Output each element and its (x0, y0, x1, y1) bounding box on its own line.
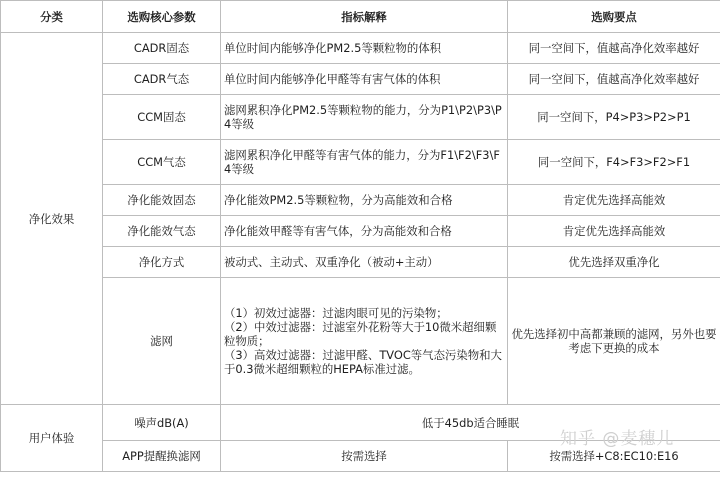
param-cell: 净化方式 (103, 247, 221, 278)
point-cell: 同一空间下，P4>P3>P2>P1 (508, 95, 720, 140)
point-cell: 同一空间下，值越高净化效率越好 (508, 64, 720, 95)
param-cell: CADR气态 (103, 64, 221, 95)
param-cell: 净化能效固态 (103, 185, 221, 216)
explain-cell: 被动式、主动式、双重净化（被动+主动） (221, 247, 508, 278)
header-core-param: 选购核心参数 (103, 1, 221, 33)
zhihu-watermark: 知乎 @麦穗儿 (560, 429, 675, 449)
filter-line-3: （3）高效过滤器：过滤甲醛、TVOC等气态污染物和大于0.3微米超细颗粒的HEPA标准过滤。 (224, 348, 502, 376)
table-row (1, 216, 720, 247)
param-cell: APP提醒换滤网 (103, 441, 221, 472)
filter-line-2: （2）中效过滤器：过滤室外花粉等大于10微米超细颗粒物质； (224, 320, 497, 348)
table-row (1, 64, 720, 95)
explain-cell: 净化能效PM2.5等颗粒物，分为高能效和合格 (221, 185, 508, 216)
explain-cell: 按需选择 (221, 441, 508, 472)
table-row (1, 33, 720, 64)
explain-cell: 滤网累积净化甲醛等有害气体的能力，分为F1\F2\F3\F4等级 (221, 140, 508, 185)
point-cell: 优先选择初中高都兼顾的滤网，另外也要考虑下更换的成本 (508, 278, 720, 405)
header-buying-point: 选购要点 (508, 1, 720, 33)
point-cell: 肯定优先选择高能效 (508, 216, 720, 247)
merged-cell: 低于45db适合睡眠 (221, 405, 720, 441)
param-cell: CCM固态 (103, 95, 221, 140)
group-purify: 净化效果 (1, 33, 103, 405)
param-cell: 滤网 (103, 278, 221, 405)
point-cell: 同一空间下，F4>F3>F2>F1 (508, 140, 720, 185)
table-row (1, 278, 720, 405)
group-ux: 用户体验 (1, 405, 103, 472)
filter-line-1: （1）初效过滤器：过滤肉眼可见的污染物； (224, 306, 448, 320)
header-explanation: 指标解释 (221, 1, 508, 33)
header-category: 分类 (1, 1, 103, 33)
point-cell: 按需选择+C8:EC10:E16 (508, 441, 720, 472)
explain-cell (221, 278, 508, 405)
point-cell: 肯定优先选择高能效 (508, 185, 720, 216)
param-cell: 净化能效气态 (103, 216, 221, 247)
table-row (1, 95, 720, 140)
table-row (1, 140, 720, 185)
point-cell: 优先选择双重净化 (508, 247, 720, 278)
table-row (1, 185, 720, 216)
point-cell: 同一空间下，值越高净化效率越好 (508, 33, 720, 64)
explain-cell: 单位时间内能够净化甲醛等有害气体的体积 (221, 64, 508, 95)
explain-cell: 单位时间内能够净化PM2.5等颗粒物的体积 (221, 33, 508, 64)
table-row (1, 247, 720, 278)
param-cell: 噪声dB(A) (103, 405, 221, 441)
explain-cell: 净化能效甲醛等有害气体，分为高能效和合格 (221, 216, 508, 247)
header-row (1, 1, 720, 33)
explain-cell: 滤网累积净化PM2.5等颗粒物的能力，分为P1\P2\P3\P4等级 (221, 95, 508, 140)
param-cell: CCM气态 (103, 140, 221, 185)
param-cell: CADR固态 (103, 33, 221, 64)
